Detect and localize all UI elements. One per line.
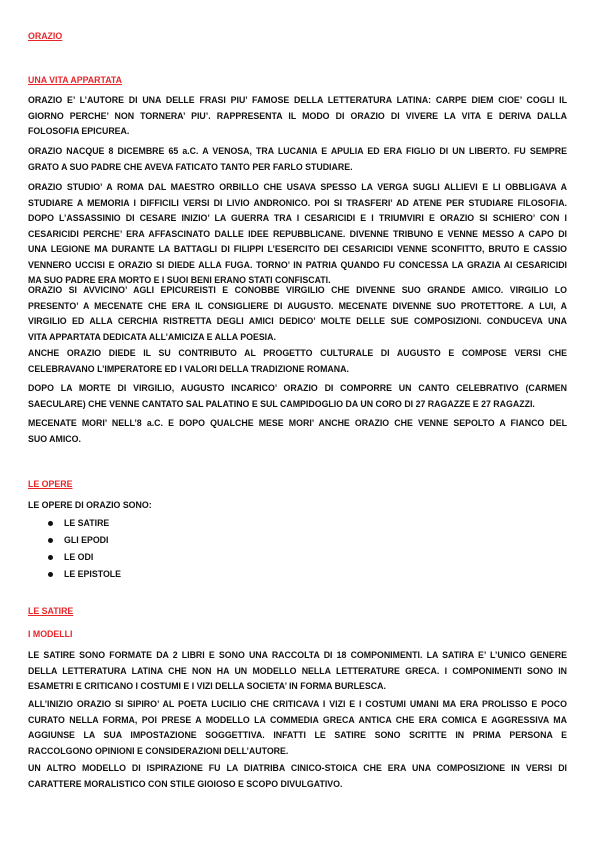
bullet-icon <box>48 538 53 543</box>
paragraph <box>28 648 567 695</box>
paragraph-line: MA SUO PADRE ERA MORTO E I SUOI BENI ERANO STATI CONFISCATI. <box>28 275 331 285</box>
paragraph-line: ANCHE ORAZIO DIEDE IL SU CONTRIBUTO AL PROGETTO CULTURALE DI AUGUSTO E COMPOSE VERSI CHE <box>28 348 567 358</box>
paragraph <box>28 761 567 792</box>
paragraph-line: CARATTERE MORALISTICO CON STILE GIOIOSO E SCOPO DIVULGATIVO. <box>28 778 343 789</box>
paragraph-line: ESAMETRI E CRITICANO I COSTUMI E I VIZI DELLA SOCIETA’ IN FORMA BURLESCA. <box>28 681 386 691</box>
paragraph-line: MECENATE MORI’ NELL’8 a.C. E DOPO QUALCHE MESE MORI’ ANCHE ORAZIO CHE VENNE SEPOLTO A FIANCO DEL <box>28 418 567 428</box>
paragraph <box>28 93 567 140</box>
paragraph-line: PRESENTO’ A MECENATE CHE ERA IL CONSIGLIERE DI AUGUSTO. MECENATE DIVENNE SUO PROTETTORE. A LUI, A <box>28 300 567 311</box>
paragraph-line: ORAZIO E’ L’AUTORE DI UNA DELLE FRASI PIU’ FAMOSE DELLA LETTERATURA LATINA: CARPE DIEM CIOE’ COGLI IL <box>28 95 567 105</box>
bullet-icon <box>48 521 53 526</box>
bullet-icon <box>48 572 53 577</box>
paragraph <box>28 697 567 759</box>
paragraph-line: VITA APPARTATA DEDICATA ALL’AMICIZA E ALLA POESIA. <box>28 331 276 342</box>
paragraph-line: GRATO A SUO PADRE CHE AVEVA FATICATO TANTO PER FARLO STUDIARE. <box>28 161 353 172</box>
paragraph-line: ORAZIO SI AVVICINO’ AGLI EPICUREISTI E CONOBBE VIRGILIO CHE DIVENNE SUO GRANDE AMICO. VIRGILIO LO <box>28 285 567 295</box>
list-item: GLI EPODI <box>48 535 348 552</box>
list-item: LE EPISTOLE <box>48 569 348 586</box>
paragraph-line: GIORNO PERCHE’ NON TORNERA’ PIU’. RAPPRESENTA IL MODO DI ORAZIO DI VIVERE LA VITA E DERIVA DALLA <box>28 110 567 121</box>
paragraph-line: CESARICIDI PERCHE’ ERA AFFASCINATO DALLE IDEE REPUBBLICANE. DIVENNE TRIBUNO E VENNE MESSO A CAPO DI <box>28 228 567 239</box>
bullet-icon <box>48 555 53 560</box>
paragraph-line: AGGIUNSE LA SUA IMPOSTAZIONE SOGGETTIVA. INFATTI LE SATIRE SONO SCRITTE IN PRIMA PERSONA E <box>28 730 567 740</box>
paragraph-line: DOPO LA MORTE DI VIRGILIO, AUGUSTO INCARICO’ ORAZIO DI COMPORRE UN CANTO CELEBRATIVO (CARMEN <box>28 383 567 393</box>
paragraph-line: ORAZIO NACQUE 8 DICEMBRE 65 a.C. A VENOSA, TRA LUCANIA E APULIA ED ERA FIGLIO DI UN LIBERTO. FU SEMPRE <box>28 146 567 156</box>
paragraph <box>28 283 567 345</box>
paragraph-line: VENNERO UCCISI E ORAZIO SI DIEDE ALLA FUGA. TORNO’ IN PATRIA QUANDO FU CONCESSA LA GRAZIA AI CESARICIDI <box>28 259 567 270</box>
paragraph <box>28 144 567 175</box>
section-heading-le-satire: LE SATIRE <box>28 606 74 616</box>
paragraph-line: UNA LEGIONE MA DURANTE LA BATTAGLI DI FILIPPI L’ESERCITO DEI CESARICIDI VENNE SCONFITTO, BRUTO E CASSIO <box>28 244 567 254</box>
paragraph <box>28 180 567 289</box>
section-heading-una-vita-appartata: UNA VITA APPARTATA <box>28 75 122 85</box>
paragraph-line: ALL’INIZIO ORAZIO SI SIPIRO’ AL POETA LUCILIO CHE CRITICAVA I VIZI E I COSTUMI UMANI MA ERA PROLISSO E POCO <box>28 699 567 709</box>
works-list <box>48 518 348 586</box>
paragraph-line: LE SATIRE SONO FORMATE DA 2 LIBRI E SONO UNA RACCOLTA DI 18 COMPONIMENTI. LA SATIRA E’ L’UNICO GENERE <box>28 650 567 660</box>
paragraph-line: ORAZIO STUDIO’ A ROMA DAL MAESTRO ORBILLO CHE USAVA SPESSO LA VERGA SUGLI ALLIEVI E LI OBBLIGAVA A <box>28 182 567 192</box>
paragraph-line: RACCOLGONO OPINIONI E CONSIDERAZIONI DELL’AUTORE. <box>28 745 289 756</box>
list-intro: LE OPERE DI ORAZIO SONO: <box>28 500 152 510</box>
list-item: LE SATIRE <box>48 518 348 535</box>
paragraph-line: STUDIARE A MEMORIA I DIFFICILI VERSI DI LIVIO ANDRONICO. POI SI TRASFERI’ AD ATENE PER STUDIARE FILOSOFIA. <box>28 197 567 208</box>
paragraph-line: CELEBRAVANO L’IMPERATORE ED I VALORI DELLA TRADIZIONE ROMANA. <box>28 363 349 374</box>
section-heading-le-opere: LE OPERE <box>28 479 73 489</box>
paragraph-line: DELLA LETTERATURA LATINA CHE NON HA UN MODELLO NELLA LETTERATURE GRECA. I COMPONIMENTI SONO IN <box>28 665 567 676</box>
document-title: ORAZIO <box>28 31 63 41</box>
paragraph-line: CURATO NELLA FORMA, POI PRESE A MODELLO LA COMMEDIA GRECA ANTICA CHE ERA COMICA E AGGRESSIVA MA <box>28 714 567 725</box>
paragraph <box>28 381 567 412</box>
paragraph-line: SAECULARE) CHE VENNE CANTATO SAL PALATINO E SUL CAMPIDOGLIO DA UN CORO DI 27 RAGAZZE E 27 RAGAZZI. <box>28 398 535 409</box>
paragraph <box>28 416 567 447</box>
paragraph-line: FOLOSOFIA EPICUREA. <box>28 126 130 136</box>
paragraph-line: UN ALTRO MODELLO DI ISPIRAZIONE FU LA DIATRIBA CINICO-STOICA CHE ERA UNA COMPOSIZIONE IN VERSI DI <box>28 763 567 773</box>
paragraph-line: SUO AMICO. <box>28 433 81 444</box>
paragraph-line: DOPO L’ASSASSINIO DI CESARE INIZIO’ LA GUERRA TRA I CESARICIDI E I TRIUMVIRI E ORAZIO SI SCHIERO’ CON I <box>28 213 567 223</box>
subsection-heading-i-modelli: I MODELLI <box>28 629 73 639</box>
paragraph <box>28 346 567 377</box>
list-item: LE ODI <box>48 552 348 569</box>
paragraph-line: VIRGILIO ED ALLA CERCHIA RISTRETTA DEGLI AMICI DEDICO’ MOLTE DELLE SUE COMPOSIZIONI. CONDUCEVA UNA <box>28 316 567 326</box>
